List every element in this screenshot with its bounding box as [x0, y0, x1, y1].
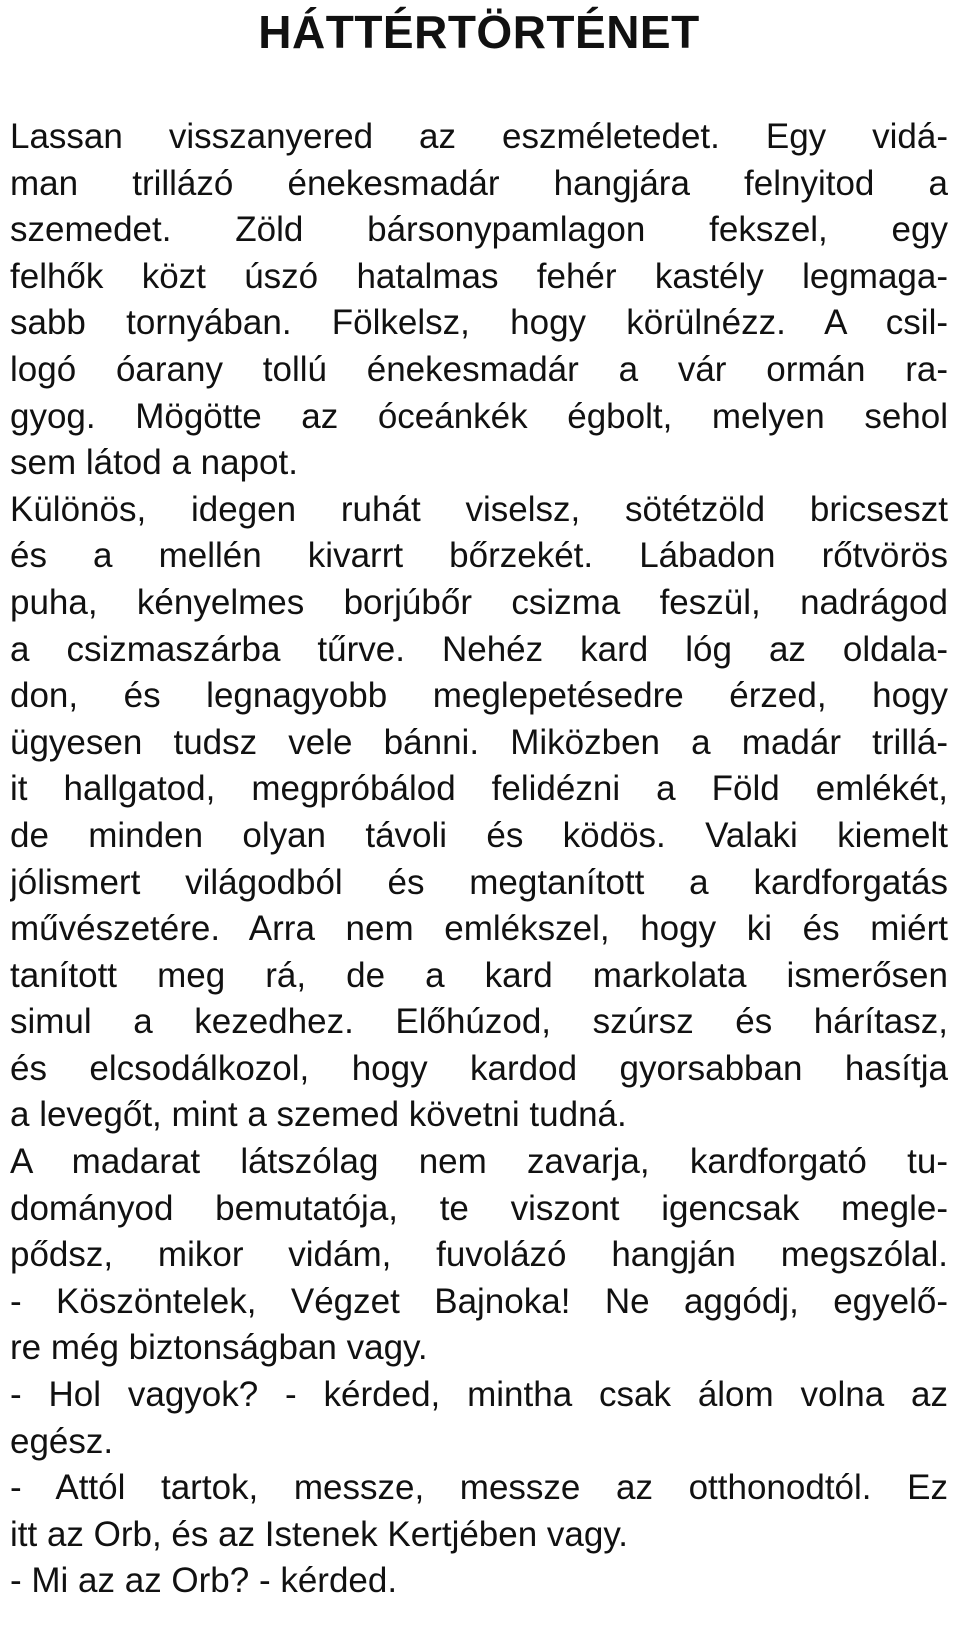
text-line: egész. [10, 1421, 114, 1461]
text-line: puha, kényelmes borjúbőr csizma feszül, nadrágod [10, 582, 948, 622]
text-line: - Mi az az Orb? - kérded. [10, 1561, 398, 1601]
text-line: a levegőt, mint a szemed követni tudná. [10, 1095, 627, 1135]
page-title: HÁTTÉRTÖRTÉNET [258, 6, 700, 58]
text-line: A madarat látszólag nem zavarja, kardforgató tu- [10, 1142, 948, 1182]
text-line: jólismert világodból és megtanított a kardforgatás [10, 862, 948, 902]
text-line: művészetére. Arra nem emlékszel, hogy ki és miért [10, 909, 948, 949]
text-line: felhők közt úszó hatalmas fehér kastély legmaga- [10, 256, 948, 296]
text-line: don, és legnagyobb meglepetésedre érzed, hogy [10, 676, 948, 716]
text-line: a csizmaszárba tűrve. Nehéz kard lóg az oldala- [10, 629, 948, 669]
text-line: sabb tornyában. Fölkelsz, hogy körülnézz. A csil- [10, 303, 948, 343]
text-line: gyog. Mögötte az óceánkék égbolt, melyen sehol [10, 396, 948, 436]
text-line: logó óarany tollú énekesmadár a vár ormán ra- [10, 349, 948, 389]
document-page [10, 0, 948, 1605]
text-line: és elcsodálkozol, hogy kardod gyorsabban hasítja [10, 1048, 948, 1088]
text-line: és a mellén kivarrt bőrzekét. Lábadon rőtvörös [10, 536, 948, 576]
text-line: dományod bemutatója, te viszont igencsak megle- [10, 1188, 948, 1228]
text-line: - Attól tartok, messze, messze az otthonodtól. Ez [10, 1468, 948, 1508]
text-line: - Hol vagyok? - kérded, mintha csak álom volna az [10, 1375, 948, 1415]
text-line: itt az Orb, és az Istenek Kertjében vagy. [10, 1514, 628, 1554]
text-line: man trillázó énekesmadár hangjára felnyitod a [10, 163, 948, 203]
text-line: de minden olyan távoli és ködös. Valaki kiemelt [10, 815, 948, 855]
text-line: tanított meg rá, de a kard markolata ismerősen [10, 955, 948, 995]
text-line: pődsz, mikor vidám, fuvolázó hangján megszólal. [10, 1235, 948, 1275]
story-text [10, 114, 948, 1605]
text-line: - Köszöntelek, Végzet Bajnoka! Ne aggódj, egyelő- [10, 1281, 948, 1321]
text-line: sem látod a napot. [10, 443, 298, 483]
text-line: Különös, idegen ruhát viselsz, sötétzöld bricseszt [10, 489, 948, 529]
text-line: szemedet. Zöld bársonypamlagon fekszel, egy [10, 210, 948, 250]
text-line: it hallgatod, megpróbálod felidézni a Föld emlékét, [10, 769, 948, 809]
text-line: re még biztonságban vagy. [10, 1328, 428, 1368]
text-line: simul a kezedhez. Előhúzod, szúrsz és hárítasz, [10, 1002, 948, 1042]
text-line: Lassan visszanyered az eszméletedet. Egy vidá- [10, 117, 948, 156]
text-line: ügyesen tudsz vele bánni. Miközben a madár trillá- [10, 722, 948, 762]
